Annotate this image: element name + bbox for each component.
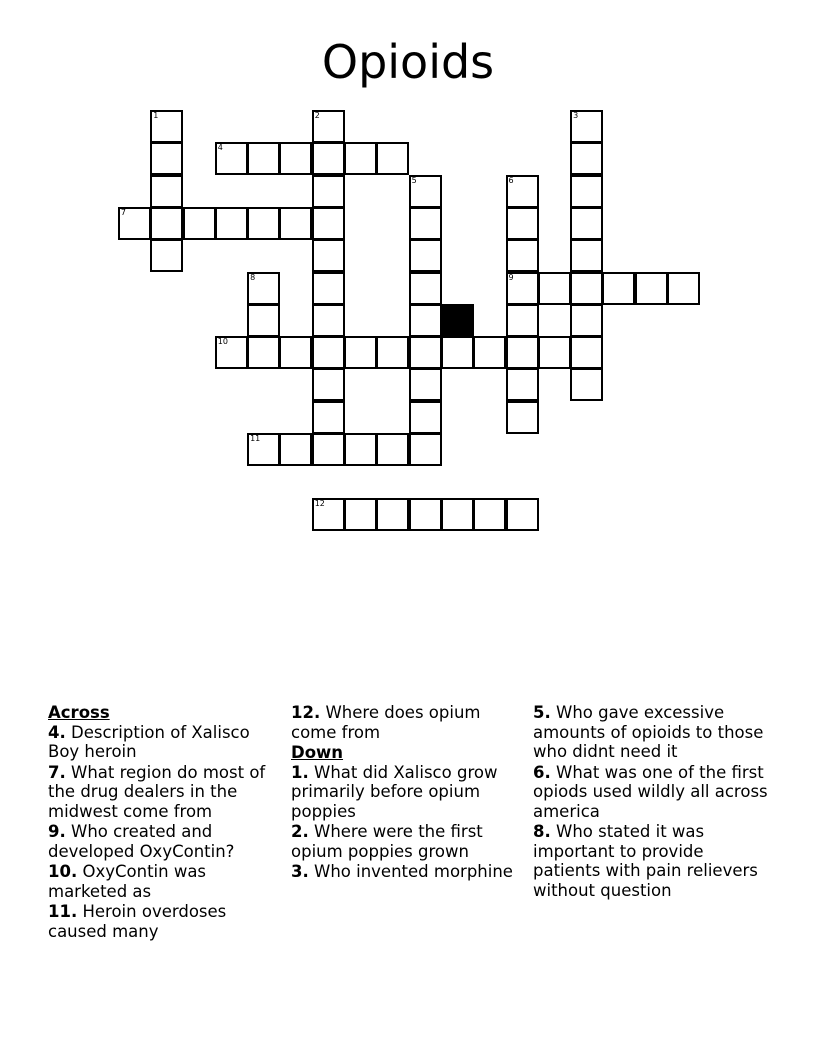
grid-cell[interactable] (506, 336, 539, 369)
grid-cell[interactable] (279, 433, 312, 466)
grid-cell[interactable] (215, 336, 248, 369)
clue-column-1 (48, 703, 284, 942)
clue-text: What did Xalisco grow primarily before opium poppies (291, 762, 498, 821)
clue-column-2 (291, 703, 527, 883)
clue-down-1 (291, 763, 527, 822)
clue-text: Who stated it was important to provide patients with pain relievers without question (533, 822, 758, 900)
clue-down-2 (291, 822, 527, 861)
grid-cell[interactable] (118, 207, 151, 240)
grid-cell[interactable] (570, 175, 603, 208)
grid-cell[interactable] (150, 110, 183, 143)
grid-cell[interactable] (150, 175, 183, 208)
cell-number: 8 (250, 272, 256, 282)
grid-cell[interactable] (312, 142, 345, 175)
grid-cell[interactable] (570, 142, 603, 175)
clue-text: Who gave excessive amounts of opioids to those who didnt need it (533, 703, 764, 761)
grid-cell[interactable] (570, 272, 603, 305)
grid-cell[interactable] (312, 401, 345, 434)
grid-cell[interactable] (150, 142, 183, 175)
grid-cell[interactable] (409, 433, 442, 466)
clue-number: 5. (533, 703, 551, 722)
grid-cell[interactable] (279, 142, 312, 175)
clue-number: 9. (48, 822, 66, 841)
grid-cell[interactable] (247, 272, 280, 305)
grid-cell[interactable] (312, 239, 345, 272)
clue-number: 4. (48, 722, 66, 742)
grid-cell[interactable] (409, 272, 442, 305)
clue-down-8 (533, 822, 769, 900)
grid-cell[interactable] (570, 368, 603, 401)
cell-number: 11 (250, 434, 261, 443)
grid-cell[interactable] (344, 142, 377, 175)
grid-cell[interactable] (312, 433, 345, 466)
clue-across-9 (48, 822, 284, 861)
grid-cell[interactable] (538, 336, 571, 369)
grid-cell[interactable] (376, 142, 409, 175)
black-square (441, 304, 474, 337)
grid-cell[interactable] (570, 110, 603, 143)
clue-number: 10. (48, 862, 78, 881)
clue-down-5 (533, 703, 769, 762)
clue-number: 1. (291, 762, 309, 782)
clue-text: Description of Xalisco Boy heroin (48, 722, 250, 761)
clue-number: 8. (533, 822, 551, 841)
grid-cell[interactable] (409, 498, 442, 531)
grid-cell[interactable] (150, 239, 183, 272)
grid-cell[interactable] (409, 207, 442, 240)
grid-cell[interactable] (441, 336, 474, 369)
puzzle-title: Opioids (321, 35, 495, 89)
clue-text: OxyContin was marketed as (48, 862, 207, 901)
clue-text: Where were the first opium poppies grown (291, 822, 483, 861)
clue-across-4 (48, 723, 284, 762)
grid-cell[interactable] (667, 272, 700, 305)
down-heading: Down (291, 743, 344, 762)
grid-cell[interactable] (247, 142, 280, 175)
grid-cell[interactable] (473, 498, 506, 531)
grid-cell[interactable] (570, 304, 603, 337)
across-heading: Across (48, 703, 110, 722)
grid-cell[interactable] (506, 272, 539, 305)
clue-text: Who created and developed OxyContin? (48, 822, 235, 861)
cell-number: 9 (508, 272, 514, 282)
clue-across-12 (291, 703, 527, 742)
grid-cell[interactable] (215, 207, 248, 240)
grid-cell[interactable] (312, 304, 345, 337)
clue-number: 11. (48, 902, 78, 921)
clue-number: 3. (291, 862, 309, 881)
clue-down-6 (533, 763, 769, 822)
grid-cell[interactable] (570, 239, 603, 272)
grid-cell[interactable] (409, 304, 442, 337)
cell-number: 5 (411, 175, 417, 185)
cell-number: 4 (217, 143, 223, 153)
cell-number: 6 (508, 175, 514, 185)
grid-cell[interactable] (312, 498, 345, 531)
clue-text: What region do most of the drug dealers in the midwest come from (48, 762, 266, 821)
grid-cell[interactable] (279, 207, 312, 240)
grid-cell[interactable] (312, 368, 345, 401)
grid-cell[interactable] (506, 239, 539, 272)
grid-cell[interactable] (473, 336, 506, 369)
grid-cell[interactable] (409, 401, 442, 434)
grid-cell[interactable] (441, 498, 474, 531)
grid-cell[interactable] (312, 336, 345, 369)
grid-cell[interactable] (506, 207, 539, 240)
grid-cell[interactable] (215, 142, 248, 175)
grid-cell[interactable] (570, 336, 603, 369)
grid-cell[interactable] (376, 336, 409, 369)
clue-number: 12. (291, 703, 321, 722)
grid-cell[interactable] (312, 207, 345, 240)
grid-cell[interactable] (376, 498, 409, 531)
clue-column-3 (533, 703, 769, 901)
grid-cell[interactable] (506, 304, 539, 337)
clue-text: What was one of the first opiods used wildly all across america (533, 762, 768, 821)
grid-cell[interactable] (570, 207, 603, 240)
cell-number: 1 (153, 111, 159, 120)
grid-cell[interactable] (635, 272, 668, 305)
grid-cell[interactable] (312, 272, 345, 305)
grid-cell[interactable] (409, 239, 442, 272)
cell-number: 3 (573, 111, 579, 120)
clue-text: Where does opium come from (291, 703, 481, 742)
grid-cell[interactable] (247, 433, 280, 466)
grid-cell[interactable] (344, 336, 377, 369)
clue-down-3 (291, 862, 527, 882)
grid-cell[interactable] (506, 498, 539, 531)
cell-number: 2 (314, 111, 320, 120)
grid-cell[interactable] (344, 433, 377, 466)
grid-cell[interactable] (602, 272, 635, 305)
grid-cell[interactable] (183, 207, 216, 240)
clue-number: 6. (533, 762, 551, 782)
grid-cell[interactable] (506, 175, 539, 208)
grid-cell[interactable] (312, 175, 345, 208)
clue-across-7 (48, 763, 284, 822)
grid-cell[interactable] (409, 336, 442, 369)
grid-cell[interactable] (376, 433, 409, 466)
clue-number: 7. (48, 762, 66, 782)
cell-number: 7 (120, 207, 126, 217)
grid-cell[interactable] (409, 175, 442, 208)
grid-cell[interactable] (538, 272, 571, 305)
grid-cell[interactable] (247, 336, 280, 369)
grid-cell[interactable] (247, 207, 280, 240)
grid-cell[interactable] (344, 498, 377, 531)
clue-text: Heroin overdoses caused many (48, 902, 227, 941)
clue-across-10 (48, 862, 284, 901)
cell-number: 12 (314, 498, 325, 508)
clue-text: Who invented morphine (314, 862, 513, 881)
clue-across-11 (48, 902, 284, 941)
grid-cell[interactable] (150, 207, 183, 240)
grid-cell[interactable] (312, 110, 345, 143)
cell-number: 10 (217, 337, 228, 347)
grid-cell[interactable] (279, 336, 312, 369)
grid-cell[interactable] (506, 401, 539, 434)
clue-number: 2. (291, 822, 309, 841)
grid-cell[interactable] (506, 368, 539, 401)
grid-cell[interactable] (409, 368, 442, 401)
grid-cell[interactable] (247, 304, 280, 337)
